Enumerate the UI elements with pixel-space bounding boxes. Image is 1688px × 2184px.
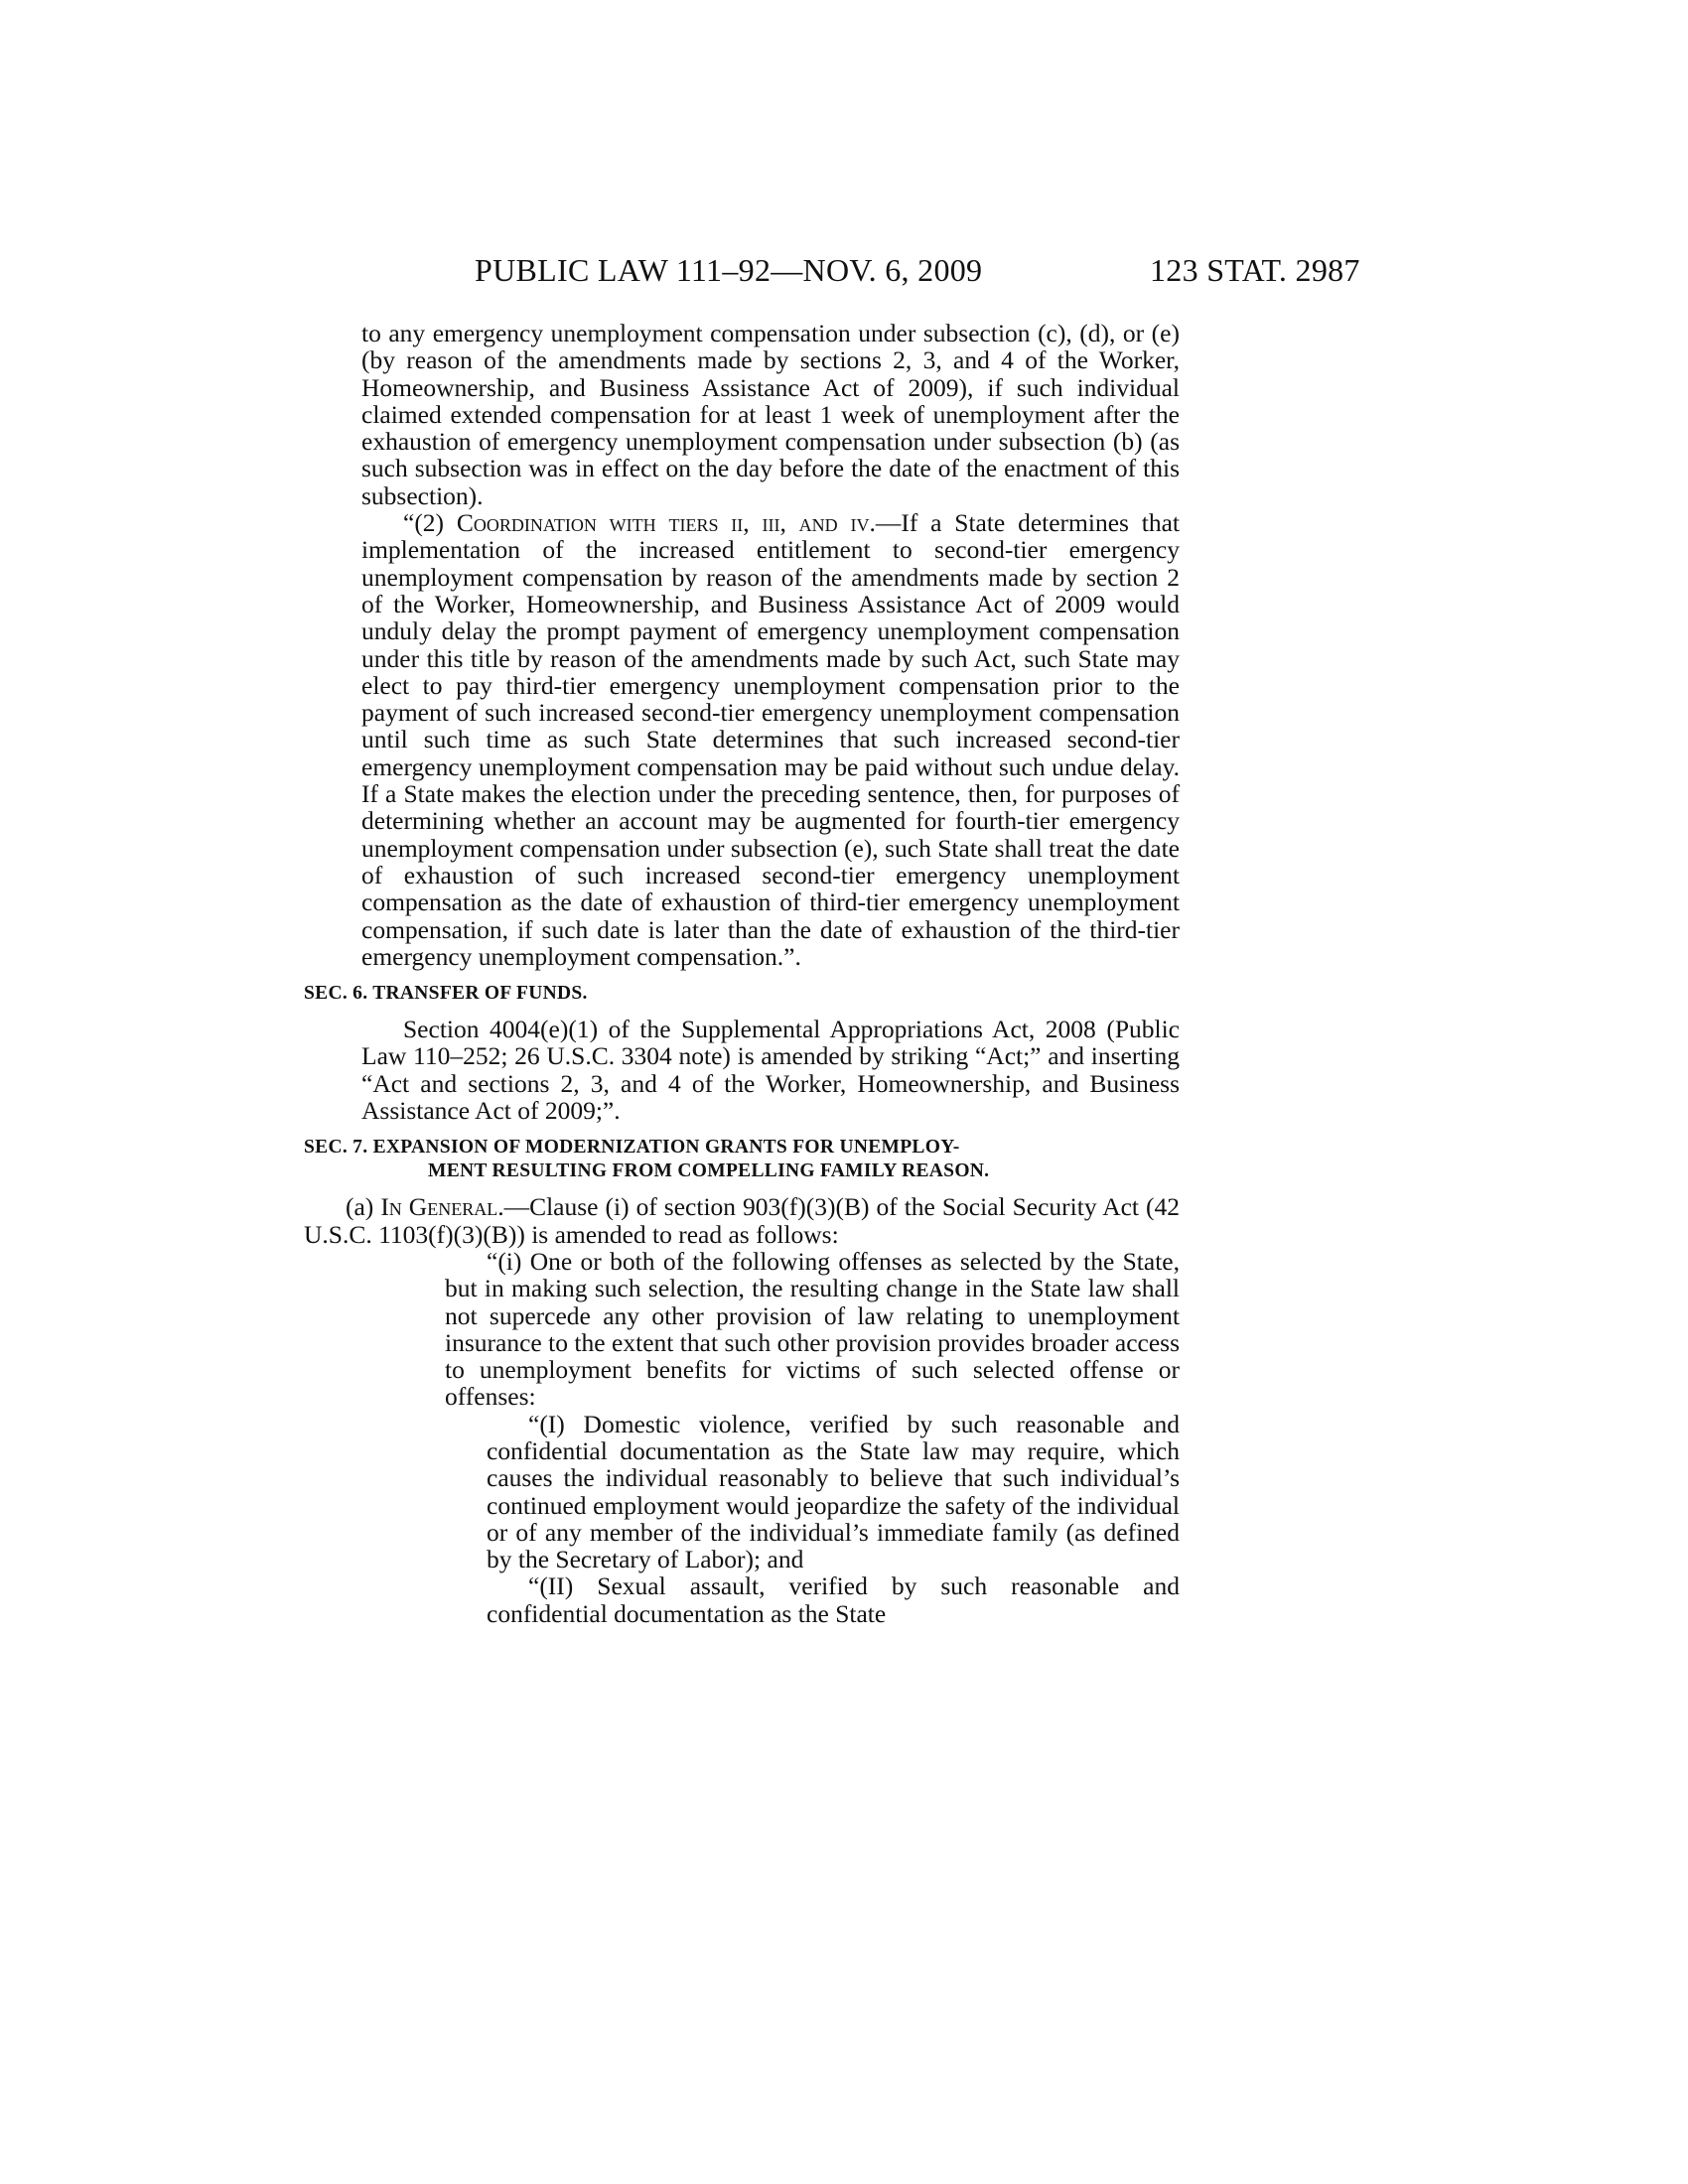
paragraph-continuation: to any emergency unemployment compensation under subsection (c), (d), or (e) (by reason of the amendments made by sections 2, 3, and 4 of the Worker, Homeownership, and Business Assistance Act of 2009), if such individual claimed extended compensation for at least 1 week of unemployment after the exhaustion of emergency unemployment compensation under subsection (b) (as such subsection was in effect on the day before the date of the enactment of this subsection). [361,319,1180,510]
clause-i: “(i) One or both of the following offenses as selected by the State, but in making such selection, the resulting change in the State law shall not supercede any other provision of law relating to unemployment insurance to the extent that such other provision provides broader access to unemployment benefits for victims of such selected offense or offenses: [445,1246,1180,1412]
body-text [304,319,1180,1628]
paragraph-2-prefix: “(2) [403,508,457,538]
section-7-heading-line2: MENT RESULTING FROM COMPELLING FAMILY REASON. [428,1160,990,1182]
running-header-stat-page: 123 STAT. 2987 [1150,252,1360,288]
section-6-text: Section 4004(e)(1) of the Supplemental Appropriations Act, 2008 (Public Law 110–252; 26 U.S.C. 3304 note) is amended by striking “Act;” and inserting “Act and sections 2, 3, and 4 of the Worker, Homeownership, and Business Assistance Act of 2009;”. [361,1015,1180,1126]
subsection-a-prefix: (a) [346,1192,381,1222]
section-7-subsection-a [304,1193,1180,1248]
subsection-a-text: .—Clause (i) of section 903(f)(3)(B) of the Social Security Act (42 U.S.C. 1103(f)(3)(B)) is amended to read as follows: [304,1192,1180,1249]
section-6-heading: SEC. 6. TRANSFER OF FUNDS. [304,983,588,1005]
subclause-II: “(II) Sexual assault, verified by such reasonable and confidential documentation as the State [487,1571,1180,1628]
subsection-a-heading: In General [380,1192,498,1222]
paragraph-2-heading: Coordination with tiers ii, iii, and iv [456,508,870,538]
subclause-I: “(I) Domestic violence, verified by such reasonable and confidential documentation as the State law may require, which causes the individual reasonably to believe that such individual’s continued employment would jeopardize the safety of the individual or of any member of the individual’s immediate family (as defined by the Secretary of Labor); and [487,1409,1180,1574]
section-7-heading [304,1136,1180,1183]
paragraph-2 [361,509,1180,970]
paragraph-2-text: .—If a State determines that implementation of the increased entitlement to second-tier emergency unemployment compensation by reason of the amendments made by section 2 of the Worker, Homeownership, and Business Assistance Act of 2009 would unduly delay the prompt payment of emergency unemployment compensation under this title by reason of the amendments made by such Act, such State may elect to pay third-tier emergency unemployment compensation prior to the payment of such increased second-tier emergency unemployment compensation until such time as such State determines that such increased second-tier emergency unemployment compensation may be paid without such undue delay. If a State makes the election under the preceding sentence, then, for purposes of determining whether an account may be augmented for fourth-tier emergency unemployment compensation under subsection (e), such State shall treat the date of exhaustion of such increased second-tier emergency unemployment compensation as the date of exhaustion of third-tier emergency unemployment compensation, if such date is later than the date of exhaustion of the third-tier emergency unemployment compensation.”. [361,508,1180,971]
section-7-heading-line1: SEC. 7. EXPANSION OF MODERNIZATION GRANTS FOR UNEMPLOY- [304,1137,960,1159]
running-header-title: PUBLIC LAW 111–92—NOV. 6, 2009 [475,252,983,288]
